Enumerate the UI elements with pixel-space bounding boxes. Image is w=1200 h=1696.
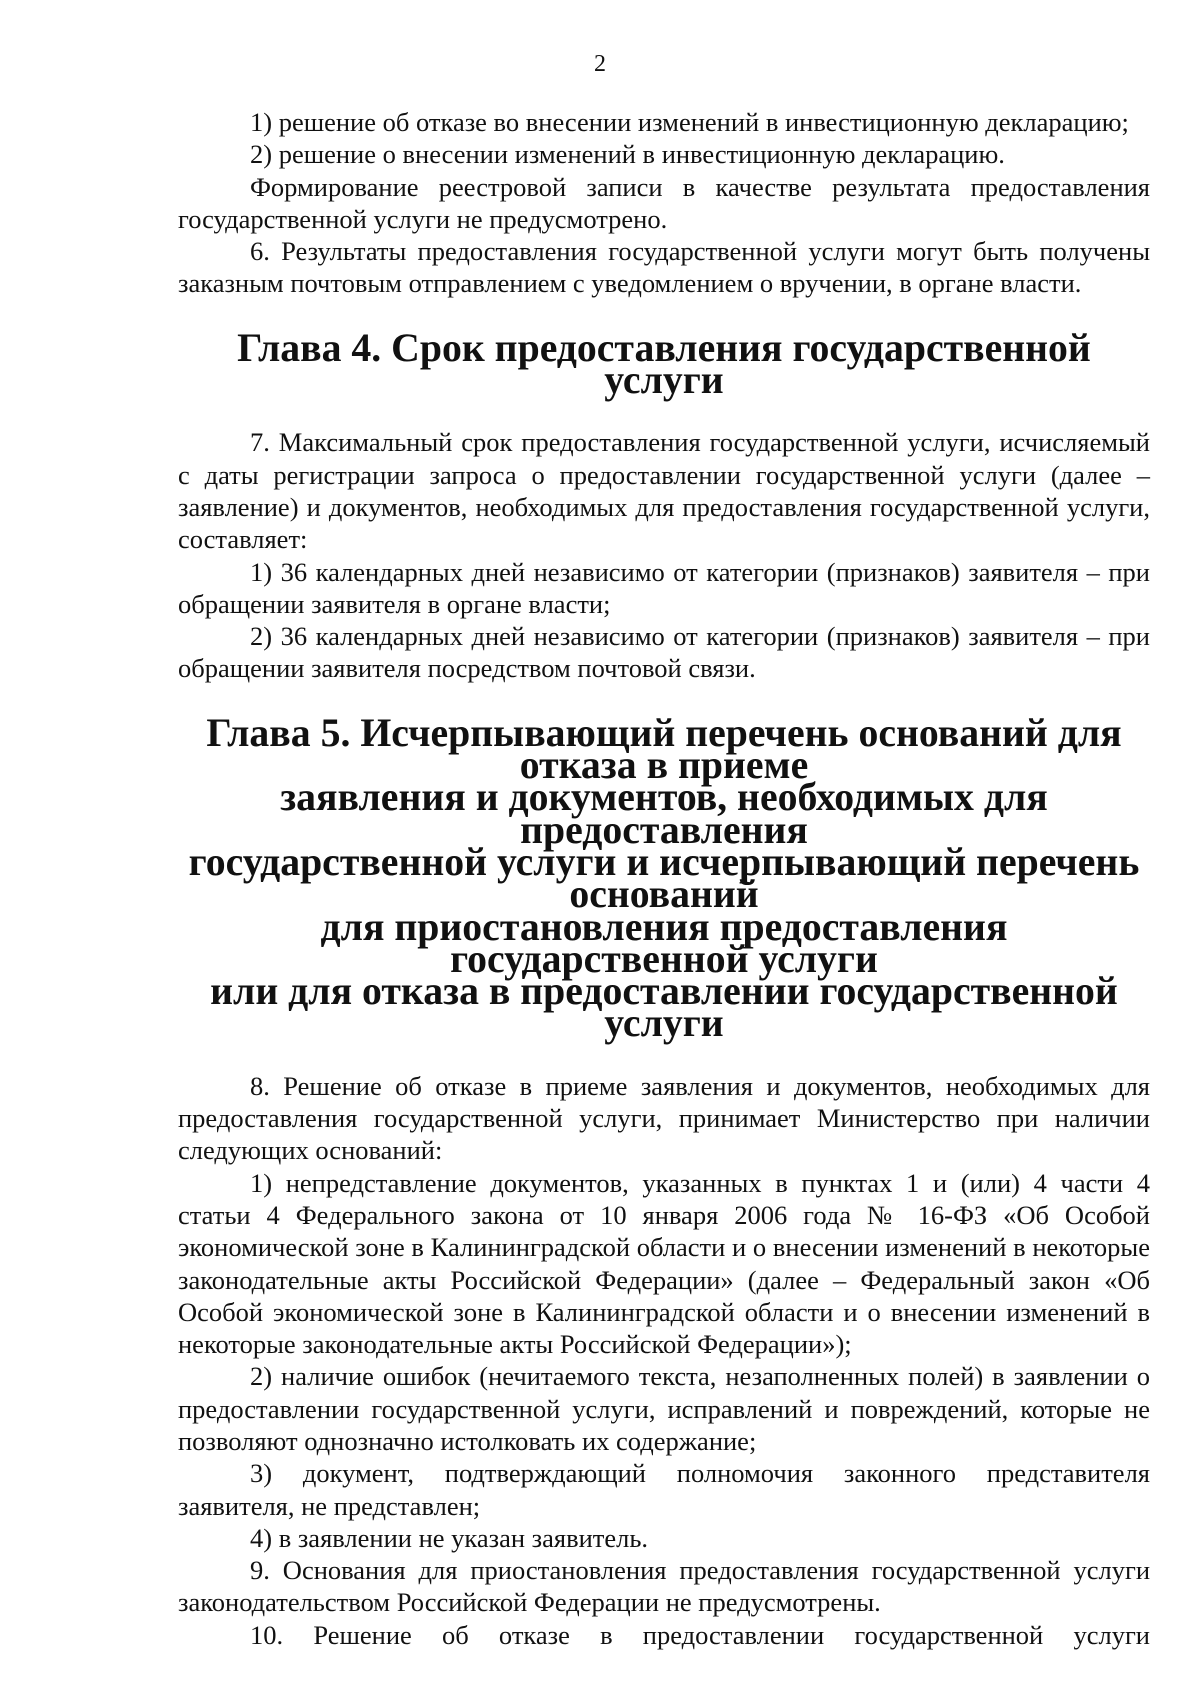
paragraph: 10. Решение об отказе в предоставлении государственной услуги: [250, 1619, 1150, 1650]
chapter-5-heading: [178, 710, 1150, 1046]
paragraph: 7. Максимальный срок предоставления государственной услуги, исчисляемый с даты регистрации запроса о предоставлении государственной услуги (далее – заявление) и документов, необходимых для предоставления государственной услуги, составляет:: [178, 427, 1150, 555]
paragraph: 1) 36 календарных дней независимо от категории (признаков) заявителя – при обращении заявителя в органе власти;: [178, 556, 1150, 619]
chapter-5-heading-line: Глава 5. Исчерпывающий перечень оснований для отказа в приеме: [206, 710, 1122, 788]
chapter-5-heading-line: или для отказа в предоставлении государственной услуги: [210, 969, 1118, 1046]
chapter-4-heading: Глава 4. Срок предоставления государственной услуги: [237, 325, 1091, 403]
chapter-5-heading-line: заявления и документов, необходимых для предоставления: [280, 775, 1048, 852]
document-body: [178, 106, 1150, 1651]
paragraph: 9. Основания для приостановления предоставления государственной услуги законодательством Российской Федерации не предусмотрены.: [178, 1555, 1150, 1618]
page-number: 2: [594, 51, 606, 77]
paragraph: 1) непредставление документов, указанных в пунктах 1 и (или) 4 части 4 статьи 4 Федерального закона от 10 января 2006 года № 16-ФЗ «Об Особой экономической зоне в Калининградской области и о внесении изменений в некоторые законодательные акты Российской Федерации» (далее – Федеральный закон «Об Особой экономической зоне в Калининградской области и о внесении изменений в некоторые законодательные акты Российской Федерации»);: [178, 1167, 1150, 1360]
paragraph: 2) 36 календарных дней независимо от категории (признаков) заявителя – при обращении заявителя посредством почтовой связи.: [178, 621, 1150, 684]
chapter-5-heading-line: государственной услуги и исчерпывающий перечень оснований: [188, 839, 1140, 917]
paragraph: 4) в заявлении не указан заявитель.: [250, 1522, 649, 1553]
paragraph: 1) решение об отказе во внесении изменений в инвестиционную декларацию;: [250, 107, 1129, 137]
chapter-5-heading-line: для приостановления предоставления государственной услуги: [320, 904, 1008, 981]
paragraph: 2) решение о внесении изменений в инвестиционную декларацию.: [250, 139, 1005, 170]
paragraph: 6. Результаты предоставления государственной услуги могут быть получены заказным почтовым отправлением с уведомлением о вручении, в органе власти.: [178, 236, 1150, 299]
paragraph: 3) документ, подтверждающий полномочия законного представителя заявителя, не представлен;: [178, 1458, 1150, 1521]
paragraph: 8. Решение об отказе в приеме заявления и документов, необходимых для предоставления государственной услуги, принимает Министерство при наличии следующих оснований:: [178, 1070, 1150, 1166]
paragraph: Формирование реестровой записи в качестве результата предоставления государственной услуги не предусмотрено.: [178, 171, 1150, 234]
paragraph: 2) наличие ошибок (нечитаемого текста, незаполненных полей) в заявлении о предоставлении государственной услуги, исправлений и повреждений, которые не позволяют однозначно истолковать их содержание;: [178, 1361, 1150, 1456]
